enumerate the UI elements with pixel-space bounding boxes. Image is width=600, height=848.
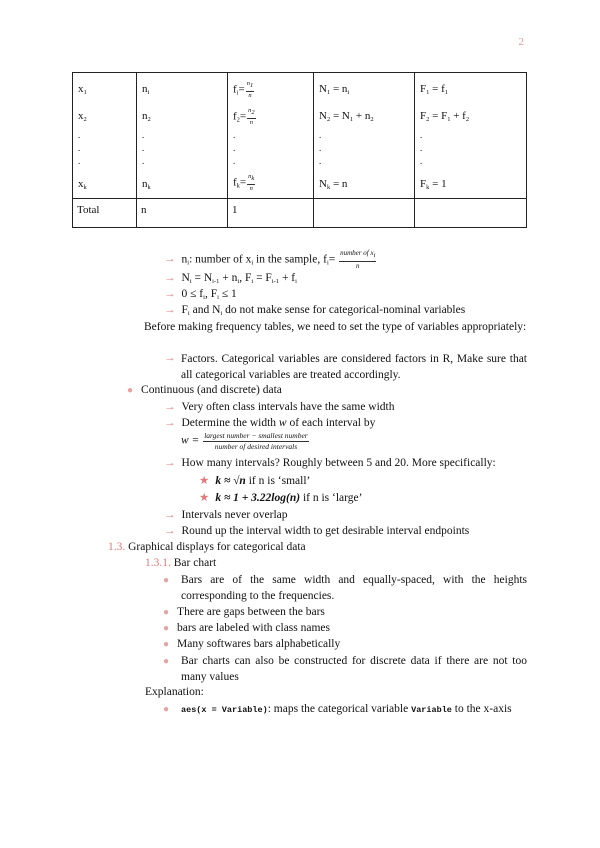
arrow-icon: → <box>164 457 176 469</box>
fraction: $\frac{n_2}{n}$ <box>248 107 255 126</box>
note-round-up: → Round up the interval width to get desirable interval endpoints <box>164 525 470 537</box>
table-cell-values: $x_1$ $x_2$ . . . $x_k$ <box>73 73 137 199</box>
note-factors: Factors. Categorical variables are considered factors in R, Make sure that all categorical variables are treated accordingly. <box>181 353 527 381</box>
arrow-icon: → <box>164 509 176 521</box>
bullet-icon: ● <box>163 639 170 650</box>
arrow-icon: → <box>164 304 176 316</box>
table-cell-cumulative-relative-frequencies: $F_1 = f_1$ $F_2 = F_1 + f_2$ . . . $F_k = 1$ <box>415 73 527 199</box>
note-determine-width: → Determine the width w of each interval by <box>164 417 376 429</box>
arrow-icon: → <box>164 253 176 266</box>
total-empty <box>314 199 415 228</box>
bullet-icon: ● <box>163 575 170 586</box>
table-row <box>73 73 527 199</box>
list-item: ● Many softwares bars alphabetically <box>163 638 341 650</box>
table-cell-frequencies: $n_i$ $n_2$ . . . $n_k$ <box>137 73 228 199</box>
note-bounds: → $0 \le f_i$, $F_i \le 1$ <box>164 288 237 301</box>
fraction: number of $x_i$ n <box>340 249 376 270</box>
bullet-icon: ● <box>163 704 170 715</box>
fraction: largest number − smallest number number of desired intervals <box>204 431 308 451</box>
table-cell-cumulative-frequencies: $N_1 = n_i$ $N_2 = N_1 + n_2$ . . . $N_k = n$ <box>314 73 415 199</box>
star-icon: ★ <box>199 475 210 487</box>
total-label: Total <box>73 199 137 228</box>
page-number: 2 <box>518 36 524 48</box>
arrow-icon: → <box>164 401 176 413</box>
list-item-continuous: ● Continuous (and discrete) data <box>127 384 282 396</box>
arrow-icon: → <box>164 352 176 364</box>
fraction: $\frac{n_1}{n}$ <box>246 80 254 99</box>
note-same-width: → Very often class intervals have the same width <box>164 401 395 413</box>
fraction: $\frac{n_k}{n}$ <box>248 173 255 192</box>
list-item: Bar charts can also be constructed for discrete data if there are not too many values <box>181 655 527 683</box>
table-row-total <box>73 199 527 228</box>
table-cell-relative-frequencies: $f_i=$ $\frac{n_1}{n}$ $f_2=$ $\frac{n_2}{n}$ . . . $f_k=$ $\frac{n_k}{n}$ <box>228 73 314 199</box>
list-item: ● bars are labeled with class names <box>163 622 331 634</box>
note-nominal: → $F_i$ and $N_i$ do not make sense for categorical-nominal variables <box>164 304 466 317</box>
list-item-aes: aes(x = Variable): maps the categorical variable Variable to the x-axis <box>181 703 512 715</box>
note-how-many: → How many intervals? Roughly between 5 and 20. More specifically: <box>164 457 496 469</box>
total-empty <box>415 199 527 228</box>
bullet-icon: ● <box>163 607 170 618</box>
rule-small-n: ★ k ≈ √n if n is ‘small’ <box>199 475 311 487</box>
note-cumulative: → $N_i = N_{i-1} + n_i$, $F_i = F_{i-1} + f_i$ <box>164 272 297 285</box>
subsection-heading: 1.3.1. Bar chart <box>145 557 217 569</box>
total-f: 1 <box>228 199 314 228</box>
list-item: Bars are of the same width and equally-spaced, with the heights corresponding to the frequencies. <box>181 574 527 602</box>
total-n: n <box>137 199 228 228</box>
bullet-icon: ● <box>163 623 170 634</box>
bullet-icon: ● <box>163 656 170 667</box>
frequency-table <box>72 72 527 228</box>
note-frequency-definition: → $n_i$: number of $x_i$ in the sample, $f_i=$ number of $x_i$ n <box>164 249 376 270</box>
list-item: ● There are gaps between the bars <box>163 606 325 618</box>
rule-large-n: ★ k ≈ 1 + 3.22log(n) if n is ‘large’ <box>199 492 363 504</box>
arrow-icon: → <box>164 288 176 300</box>
explanation-label: Explanation: <box>145 686 204 698</box>
bullet-icon: ● <box>127 385 134 396</box>
arrow-icon: → <box>164 272 176 284</box>
paragraph-variable-types: Before making frequency tables, we need to set the type of variables appropriately: <box>144 321 527 333</box>
star-icon: ★ <box>199 492 210 504</box>
section-heading: 1.3. Graphical displays for categorical data <box>108 541 306 553</box>
arrow-icon: → <box>164 417 176 429</box>
arrow-icon: → <box>164 525 176 537</box>
width-formula: w = largest number − smallest number number of desired intervals <box>181 431 308 451</box>
note-no-overlap: → Intervals never overlap <box>164 509 288 521</box>
